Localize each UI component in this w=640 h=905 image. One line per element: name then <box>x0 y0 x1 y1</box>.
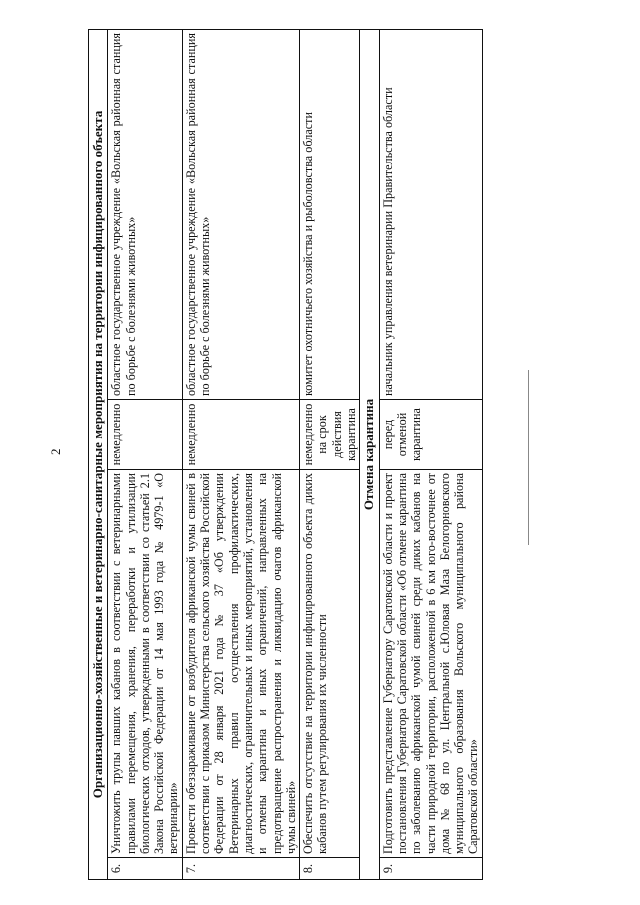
section-header-row <box>360 29 379 879</box>
row-executor: комитет охотничьего хозяйства и рыболовства области <box>300 29 360 399</box>
row-number: 9. <box>379 858 482 880</box>
row-term: перед отменой карантина <box>379 400 482 470</box>
table-row <box>108 29 182 879</box>
row-measure: Провести обеззараживание от возбудителя африканской чумы свиней в соответствии с приказом Министерства сельского хозяйства Российской Федерации от 28 января 2021 года № 37 «Об утверждении Ветеринарных правил осуществления профилактических, диагностических, ограничительных и иных мероприятий, установления и отмены карантина и иных ограничений, направленных на предотвращение распространения и ликвидацию очагов африканской чумы свиней» <box>182 470 299 858</box>
row-measure: Уничтожить трупы павших кабанов в соответствии с ветеринарными правилами перемещения, хранения, переработки и утилизации биологических отходов, утвержденными в соответствии со статьей 2.1 Закона Российской Федерации от 14 мая 1993 года № 4979-1 «О ветеринарии» <box>108 470 182 858</box>
rotated-page <box>88 30 543 880</box>
table-row <box>300 29 360 879</box>
section-header: Организационно-хозяйственные и ветеринарно-санитарные мероприятия на территории инфицированного объекта <box>89 29 108 879</box>
row-executor: областное государственное учреждение «Вольская районная станция по борьбе с болезнями животных» <box>108 29 182 399</box>
row-measure: Подготовить представление Губернатору Саратовской области и проект постановления Губернатора Саратовской области «Об отмене карантина по заболеванию африканской чумой свиней среди диких кабанов на части природной территории, расположенной в 6 км юго-восточнее от дома № 68 по ул. Центральной с.Юловая Маза Белогорновского муниципального образования Вольского муниципального района Саратовской области» <box>379 470 482 858</box>
measures-table <box>88 29 483 880</box>
row-term: немедленно <box>108 400 182 470</box>
page-number: 2 <box>48 448 63 455</box>
row-number: 8. <box>300 858 360 880</box>
row-number: 6. <box>108 858 182 880</box>
table-row <box>379 29 482 879</box>
row-term: немедленно <box>182 400 299 470</box>
row-measure: Обеспечить отсутствие на территории инфицированного объекта диких кабанов путем регулирования их численности <box>300 470 360 858</box>
row-executor: областное государственное учреждение «Вольская районная станция по борьбе с болезнями животных» <box>182 29 299 399</box>
section-header-row <box>89 29 108 879</box>
row-executor: начальник управления ветеринарии Правительства области <box>379 29 482 399</box>
section-header-cancel: Отмена карантина <box>360 29 379 879</box>
row-number: 7. <box>182 858 299 880</box>
table-row <box>182 29 299 879</box>
row-term: немедленно на срок действия карантина <box>300 400 360 470</box>
